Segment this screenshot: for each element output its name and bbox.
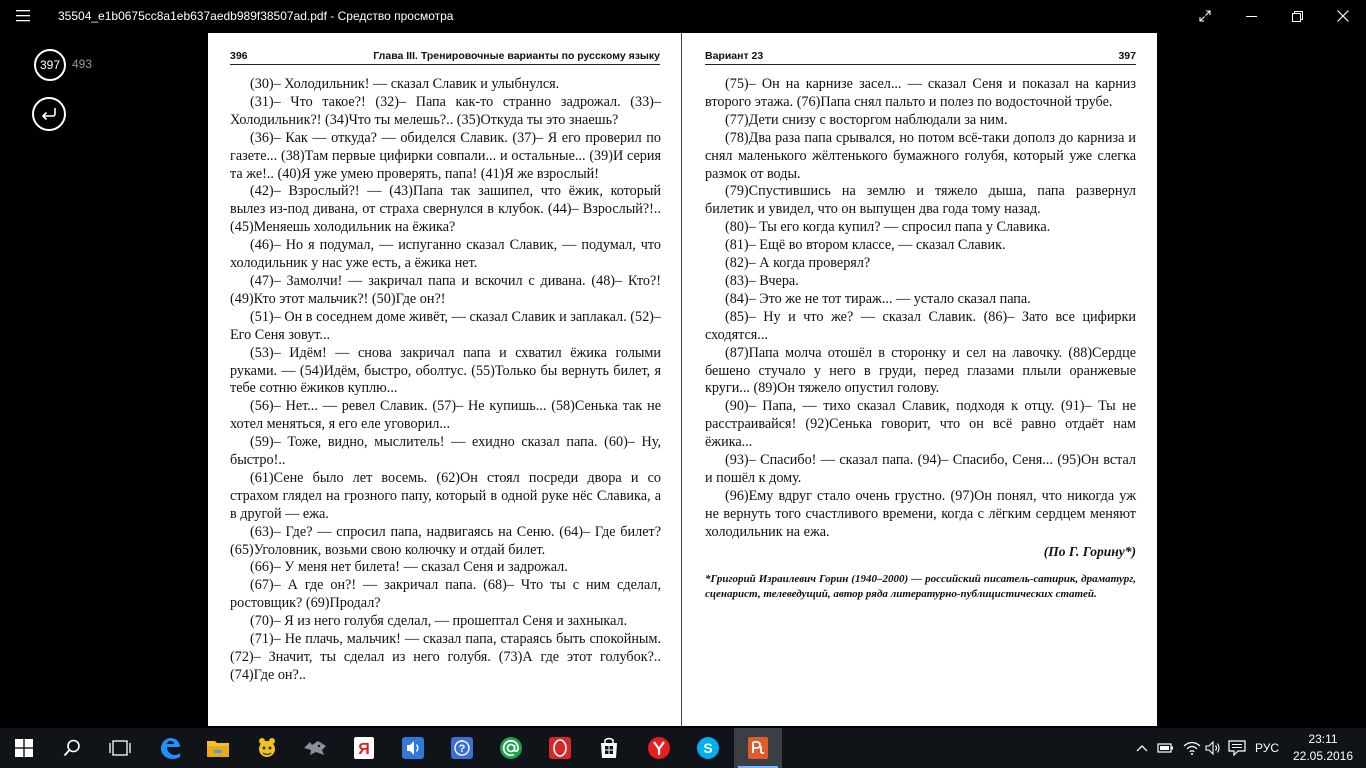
return-arrow-icon: [40, 106, 58, 122]
paragraph: (93)– Спасибо! — сказал папа. (94)– Спасибо, Сеня... (95)Он встал и пошёл к дому.: [705, 452, 1136, 486]
paragraph: (87)Папа молча отошёл в сторонку и сел на лавочку. (88)Сердце бешено стучало у него в груди, перед глазами плыли оранжевые круги... (89)Он тяжело опустил голову.: [705, 344, 1136, 397]
page-text: [230, 76, 661, 685]
task-view-icon: [109, 740, 131, 756]
paragraph: (30)– Холодильник! — сказал Славик и улыбнулся.: [250, 76, 560, 92]
paragraph: (61)Сене было лет восемь. (62)Он стоял посреди двора и со страхом глядел на грозного папу, который в одной руке нёс Славика, а в другой — ежа.: [230, 469, 661, 522]
taskbar-app-explorer[interactable]: [194, 728, 242, 768]
paragraph: (47)– Замолчи! — закричал папа и вскочил с дивана. (48)– Кто?! (49)Кто этот мальчик?! (50)Где он?!: [230, 272, 661, 307]
input-language-indicator[interactable]: РУС: [1255, 741, 1280, 755]
start-button[interactable]: [0, 728, 48, 768]
help-app-icon: [450, 736, 474, 760]
notifications-button[interactable]: [1226, 728, 1248, 768]
red-app-icon: [548, 736, 572, 760]
paragraph: (56)– Нет... — ревел Славик. (57)– Не купишь... (58)Сенька так не хотел меняться, я его еле уговорил...: [230, 398, 661, 433]
current-page-indicator[interactable]: 397: [34, 49, 66, 81]
task-view-button[interactable]: [96, 728, 144, 768]
skype-icon: [696, 736, 720, 760]
hamburger-icon: [16, 10, 30, 22]
network-tray-button[interactable]: [1181, 728, 1203, 768]
close-button[interactable]: [1320, 0, 1366, 32]
wolf-app-icon: [302, 738, 328, 758]
clock-time: 23:11: [1308, 732, 1338, 746]
paragraph: (42)– Взрослый?! — (43)Папа так зашипел, что ёжик, который вылез из-под дивана, от страха свернулся в клубок. (44)– Взрослый?!.. (45)Меняешь холодильник на ёжика?: [230, 183, 661, 236]
title-bar: [0, 0, 1366, 32]
variant-title: Вариант 23: [705, 50, 764, 62]
paragraph: (63)– Где? — спросил папа, надвигаясь на Сеню. (64)– Где билет? (65)Уголовник, возьми свою колючку и отдай билет.: [230, 523, 661, 558]
svg-text:?: ?: [458, 743, 466, 755]
windows-logo-icon: [15, 739, 33, 757]
taskbar-app-pdf-viewer[interactable]: [734, 728, 782, 768]
search-icon: [63, 739, 81, 757]
svg-text:Я: Я: [358, 741, 370, 758]
taskbar-app-skype[interactable]: [684, 728, 732, 768]
taskbar-app-media[interactable]: [389, 728, 437, 768]
document-view[interactable]: [208, 33, 1157, 726]
taskbar-app-wolf[interactable]: [291, 728, 339, 768]
page-397: [682, 33, 1157, 726]
paragraph: (83)– Вчера.: [725, 272, 799, 289]
yandex-letter-icon: [353, 736, 375, 760]
taskbar-app-yandex-browser[interactable]: [635, 728, 683, 768]
paragraph: (82)– А когда проверял?: [725, 255, 871, 272]
show-hidden-icons-button[interactable]: [1133, 728, 1151, 768]
taskbar-app-store[interactable]: [585, 728, 633, 768]
chevron-up-icon: [1136, 744, 1148, 752]
paragraph: (96)Ему вдруг стало очень грустно. (97)Он понял, что никогда уж не вернуть того счастливого времени, когда с лёгким сердцем меняют холодильник на ежа.: [705, 487, 1136, 540]
paragraph: (90)– Папа, — тихо сказал Славик, подходя к отцу. (91)– Ты не расстраивайся! (92)Сенька говорит, что он всё равно отдаёт нам ёжика...: [705, 398, 1136, 451]
paragraph: (46)– Но я подумал, — испуганно сказал Славик, — подумал, что холодильник у нас уже есть, а ёжика нет.: [230, 237, 661, 272]
fullscreen-button[interactable]: [1182, 0, 1228, 32]
pdf-viewer-icon: [746, 736, 770, 760]
wifi-icon: [1183, 741, 1201, 755]
taskbar-app-help[interactable]: [438, 728, 486, 768]
store-icon: [597, 736, 621, 760]
minimize-button[interactable]: [1228, 0, 1274, 32]
volume-icon: [1205, 741, 1221, 755]
page-text: [705, 76, 1136, 602]
svg-text:S: S: [703, 740, 713, 756]
clock[interactable]: [1290, 731, 1356, 765]
paragraph: (31)– Что такое?! (32)– Папа как-то странно задрожал. (33)– Холодильник?! (34)Что ты мелешь?.. (35)Откуда ты это знаешь?: [230, 93, 661, 128]
clock-date: 22.05.2016: [1292, 749, 1354, 763]
footnote: *Григорий Израилевич Горин (1940–2000) — российский писатель-сатирик, драматург, сценарист, телеведущий, автор ряда литературно-публицистических статей.: [705, 573, 1136, 601]
folder-icon: [206, 738, 230, 758]
paragraph: (80)– Ты его когда купил? — спросил папа у Славика.: [725, 219, 1051, 236]
taskbar: [0, 728, 1366, 768]
paragraph: (67)– А где он?! — закричал папа. (68)– Что ты с ним сделал, ростовщик? (69)Продал?: [230, 577, 661, 612]
chapter-title: Глава III. Тренировочные варианты по русскому языку: [373, 50, 660, 62]
taskbar-app-character[interactable]: [243, 728, 291, 768]
attribution: (По Г. Горину*): [1043, 543, 1136, 559]
window-title: 35504_e1b0675cc8a1eb637aedb989f38507ad.pdf - Средство просмотра: [58, 9, 454, 23]
menu-button[interactable]: [0, 0, 46, 32]
battery-tray-button[interactable]: [1156, 728, 1176, 768]
paragraph: (71)– Не плачь, мальчик! — сказал папа, стараясь быть спокойным. (72)– Значит, ты сделал из него голубя. (73)А где этот голубок?.. (74)Где он?..: [230, 631, 661, 683]
expand-icon: [1199, 10, 1211, 22]
paragraph: (66)– У меня нет билета! — сказал Сеня и задрожал.: [250, 559, 568, 576]
battery-icon: [1157, 742, 1175, 754]
running-header: [705, 50, 1136, 65]
back-button[interactable]: [32, 97, 66, 131]
page-number: 397: [1118, 50, 1136, 62]
paragraph: (78)Два раза папа срывался, но потом всё-таки дополз до карниза и снял маленького жёлтенького бумажного голубя, который уже слегка размок от воды.: [705, 129, 1136, 182]
minimize-icon: [1246, 11, 1257, 22]
running-header: [230, 50, 660, 65]
taskbar-app-red[interactable]: [536, 728, 584, 768]
volume-tray-button[interactable]: [1203, 728, 1223, 768]
paragraph: (77)Дети снизу с восторгом наблюдали за ним.: [725, 111, 1008, 128]
paragraph: (70)– Я из него голубя сделал, — прошептал Сеня и захныкал.: [250, 613, 628, 630]
paragraph: (75)– Он на карнизе засел... — сказал Сеня и показал на карниз второго этажа. (76)Папа снял пальто и полез по водосточной трубе.: [705, 76, 1136, 110]
action-center-icon: [1228, 740, 1246, 756]
search-button[interactable]: [48, 728, 96, 768]
paragraph: (53)– Идём! — снова закричал папа и схватил ёжика голыми руками. — (54)Идём, быстро, оболтус. (55)Только бы вернуть билет, я тебе сотню ёжиков куплю...: [230, 344, 661, 397]
restore-icon: [1292, 11, 1303, 22]
paragraph: (36)– Как — откуда? — обиделся Славик. (37)– Я его проверил по газете... (38)Там первые цифирки совпали... и остальные... (39)И серия та же!.. (40)Я уже умею проверять, папа! (41)Я же взрослый!: [230, 129, 661, 182]
paragraph: (84)– Это же не тот тираж... — устало сказал папа.: [725, 290, 1031, 307]
paragraph: (81)– Ещё во втором классе, — сказал Славик.: [725, 237, 1006, 254]
paragraph: (51)– Он в соседнем доме живёт, — сказал Славик и заплакал. (52)– Его Сеня зовут...: [230, 308, 661, 343]
page-number: 396: [230, 50, 248, 62]
character-app-icon: [255, 736, 279, 760]
paragraph: (59)– Тоже, видно, мыслитель! — ехидно сказал папа. (60)– Ну, быстро!..: [230, 434, 661, 469]
edge-icon: [158, 736, 182, 760]
total-pages: 493: [72, 57, 93, 71]
speaker-app-icon: [401, 736, 425, 760]
paragraph: (79)Спустившись на землю и тяжело дыша, папа развернул билетик и увидел, что он выпущен два года тому назад.: [705, 183, 1136, 218]
taskbar-app-edge[interactable]: [146, 728, 194, 768]
close-icon: [1337, 10, 1349, 22]
agent-at-icon: [499, 736, 523, 760]
taskbar-app-yandex-ya[interactable]: [340, 728, 388, 768]
page-396: [208, 33, 682, 726]
taskbar-app-mail-agent[interactable]: [487, 728, 535, 768]
paragraph: (85)– Ну и что же? — сказал Славик. (86)– Зато все цифирки сходятся...: [705, 308, 1136, 343]
restore-button[interactable]: [1274, 0, 1320, 32]
yandex-browser-icon: [647, 736, 671, 760]
